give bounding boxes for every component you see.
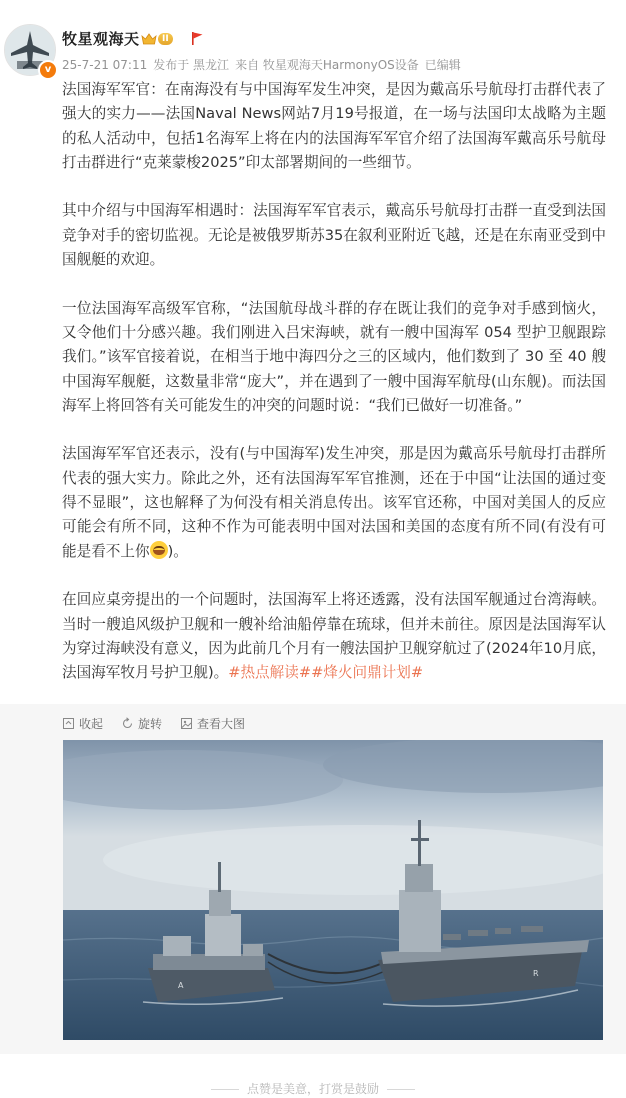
hashtag-link[interactable]: #热点解读#	[228, 664, 312, 682]
view-large-icon	[180, 717, 193, 730]
post-body	[62, 78, 606, 685]
paragraph-text: 法国海军军官还表示，没有(与中国海军)发生冲突，那是因为戴高乐号航母打击群所代表的强大实力。除此之外，还有法国海军军官推测，还在于中国“让法国的通过变得不显眼”，这也解释了为何没有相关消息传出。该军官还称，中国对美国人的反应可能会有所不同，这种不作为可能表明中国对法国和美国的态度有所不同(有没有可能是看不上你	[62, 445, 606, 560]
divider	[387, 1089, 415, 1090]
crown-icon	[141, 32, 157, 46]
verified-badge-icon: v	[38, 60, 58, 80]
paragraph: 一位法国海军高级军官称，“法国航母战斗群的存在既让我们的竞争对手感到恼火，又令他们十分感兴趣。我们刚进入吕宋海峡，就有一艘中国海军 054 型护卫舰跟踪我们。”该军官接着说，在相当于地中海四分之三的区域内，他们数到了 30 至 40 艘中国海军舰艇，这数量非常“庞大”，并在遇到了一艘中国海军航母(山东舰)。而法国海军上将回答有关可能发生的冲突的问题时说：“我们已做好一切准备。”	[62, 299, 606, 414]
paragraph	[62, 588, 606, 685]
flag-icon[interactable]	[190, 31, 204, 46]
hashtag-link[interactable]: #烽火问鼎计划#	[311, 664, 424, 682]
user-level-badge[interactable]	[141, 31, 181, 46]
laughing-emoji-icon	[150, 541, 168, 559]
edited-label[interactable]: 已编辑	[424, 58, 461, 72]
collapse-label: 收起	[79, 716, 104, 731]
view-large-button[interactable]	[180, 715, 245, 732]
ships-refueling-photo	[63, 740, 603, 1040]
reward-footer	[0, 1080, 626, 1097]
post-image[interactable]	[63, 740, 603, 1040]
post-source: 来自 牧星观海天HarmonyOS设备	[235, 58, 419, 72]
rotate-label: 旋转	[138, 716, 163, 731]
level-text: II	[158, 33, 173, 45]
view-large-label: 查看大图	[197, 716, 246, 731]
rotate-icon	[121, 717, 134, 730]
collapse-button[interactable]	[62, 715, 103, 732]
reward-text[interactable]: 点赞是美意，打赏是鼓励	[246, 1082, 379, 1096]
post-location: 发布于 黑龙江	[153, 58, 230, 72]
paragraph: 其中介绍与中国海军相遇时：法国海军军官表示，戴高乐号航母打击群一直受到法国竞争对手的密切监视。无论是被俄罗斯苏35在叙利亚附近飞越，还是在东南亚受到中国舰艇的欢迎。	[62, 202, 606, 269]
paragraph	[62, 442, 606, 563]
collapse-icon	[62, 717, 75, 730]
rotate-button[interactable]	[121, 715, 162, 732]
svg-text:A: A	[178, 981, 184, 990]
paragraph-tail: )。	[167, 542, 188, 560]
svg-text:R: R	[533, 969, 539, 978]
post-time[interactable]: 25-7-21 07:11	[62, 58, 148, 72]
author-name[interactable]: 牧星观海天	[62, 30, 140, 48]
divider	[211, 1089, 239, 1090]
post-meta	[62, 56, 467, 73]
paragraph-text: 在回应桌旁提出的一个问题时，法国海军上将还透露，没有法国军舰通过台湾海峡。当时一艘追风级护卫舰和一艘补给油船停靠在琉球，但并未前往。原因是法国海军认为穿过海峡没有意义，因为此前几个月有一艘法国护卫舰穿航过了(2024年10月底，法国海军牧月号护卫舰)。	[62, 591, 606, 682]
paragraph: 法国海军军官：在南海没有与中国海军发生冲突，是因为戴高乐号航母打击群代表了强大的实力——法国Naval News网站7月19号报道，在一场与法国印太战略为主题的私人活动中，包括1名海军上将在内的法国海军军官介绍了法国海军戴高乐号航母打击群进行“克莱蒙梭2025”印太部署期间的一些细节。	[62, 81, 606, 171]
media-toolbar	[62, 712, 245, 734]
